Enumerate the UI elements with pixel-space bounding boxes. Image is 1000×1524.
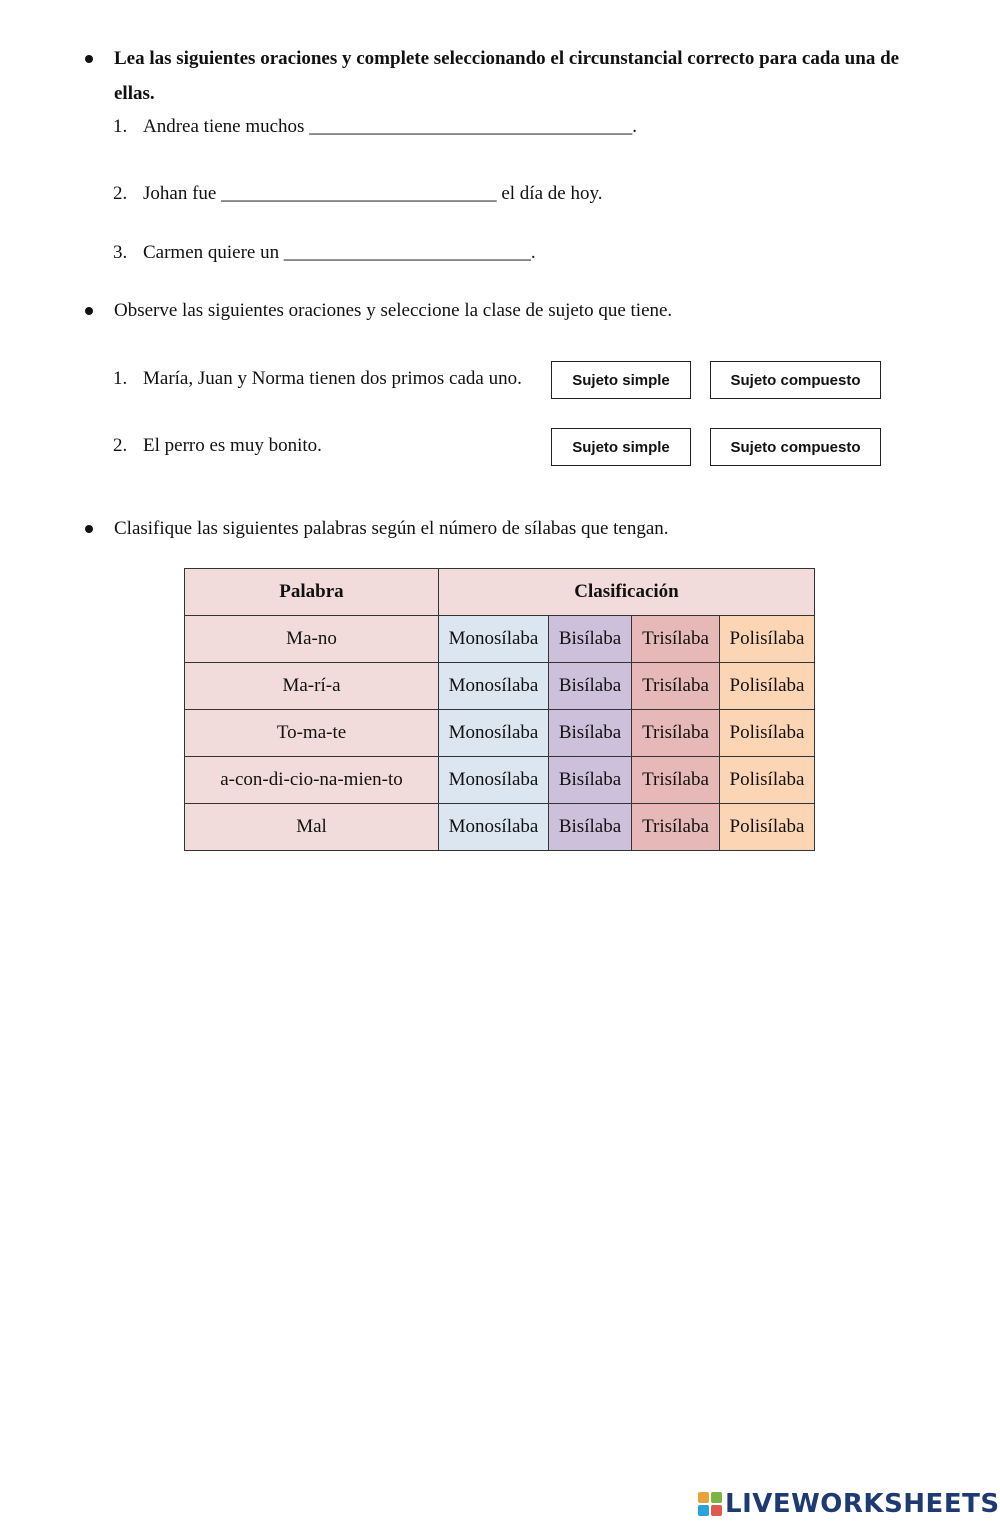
monosilaba-option[interactable]: Monosílaba [439, 757, 549, 804]
bullet-icon [85, 525, 93, 533]
bisilaba-option[interactable]: Bisílaba [549, 757, 632, 804]
polisilaba-option[interactable]: Polisílaba [720, 663, 815, 710]
trisilaba-option[interactable]: Trisílaba [632, 804, 720, 851]
bisilaba-option[interactable]: Bisílaba [549, 710, 632, 757]
trisilaba-option[interactable]: Trisílaba [632, 616, 720, 663]
section1-instruction: Lea las siguientes oraciones y complete seleccionando el circunstancial correcto para cada una de [114, 48, 900, 69]
word-cell: a-con-di-cio-na-mien-to [185, 757, 439, 804]
polisilaba-option[interactable]: Polisílaba [720, 804, 815, 851]
logo-text: LIVEWORKSHEETS [725, 1489, 1000, 1519]
section1-instruction-cont: ellas. [114, 83, 155, 104]
subject-sentence: El perro es muy bonito. [143, 435, 322, 456]
table-row [185, 804, 815, 851]
table-row [185, 663, 815, 710]
polisilaba-option[interactable]: Polisílaba [720, 616, 815, 663]
header-palabra: Palabra [185, 569, 439, 616]
item-number: 2. [113, 183, 128, 204]
table-row [185, 616, 815, 663]
item-number: 3. [113, 242, 128, 263]
logo-square [711, 1505, 722, 1516]
fill-blank-sentence[interactable]: Johan fue _____________________________ el día de hoy. [143, 183, 603, 204]
fill-blank-sentence[interactable]: Carmen quiere un __________________________. [143, 242, 536, 263]
item-number: 1. [113, 368, 128, 389]
section3-instruction: Clasifique las siguientes palabras según el número de sílabas que tengan. [114, 518, 669, 539]
liveworksheets-logo [698, 1488, 1000, 1520]
trisilaba-option[interactable]: Trisílaba [632, 663, 720, 710]
word-cell: To-ma-te [185, 710, 439, 757]
sujeto-simple-button[interactable]: Sujeto simple [551, 428, 691, 466]
section2-instruction: Observe las siguientes oraciones y seleccione la clase de sujeto que tiene. [114, 300, 673, 321]
monosilaba-option[interactable]: Monosílaba [439, 663, 549, 710]
word-cell: Ma-no [185, 616, 439, 663]
polisilaba-option[interactable]: Polisílaba [720, 757, 815, 804]
item-number: 2. [113, 435, 128, 456]
monosilaba-option[interactable]: Monosílaba [439, 616, 549, 663]
trisilaba-option[interactable]: Trisílaba [632, 710, 720, 757]
sujeto-simple-button[interactable]: Sujeto simple [551, 361, 691, 399]
logo-square [711, 1492, 722, 1503]
header-clasificacion: Clasificación [439, 569, 815, 616]
item-number: 1. [113, 116, 128, 137]
bisilaba-option[interactable]: Bisílaba [549, 663, 632, 710]
polisilaba-option[interactable]: Polisílaba [720, 710, 815, 757]
table-header-row [185, 569, 815, 616]
bullet-icon [85, 307, 93, 315]
bullet-icon [85, 55, 93, 63]
fill-blank-sentence[interactable]: Andrea tiene muchos __________________________________. [143, 116, 637, 137]
sujeto-compuesto-button[interactable]: Sujeto compuesto [710, 428, 881, 466]
syllable-table [184, 568, 815, 851]
bisilaba-option[interactable]: Bisílaba [549, 616, 632, 663]
logo-mark-icon [698, 1492, 722, 1516]
table-row [185, 710, 815, 757]
logo-square [698, 1492, 709, 1503]
monosilaba-option[interactable]: Monosílaba [439, 710, 549, 757]
sujeto-compuesto-button[interactable]: Sujeto compuesto [710, 361, 881, 399]
bisilaba-option[interactable]: Bisílaba [549, 804, 632, 851]
monosilaba-option[interactable]: Monosílaba [439, 804, 549, 851]
logo-square [698, 1505, 709, 1516]
word-cell: Ma-rí-a [185, 663, 439, 710]
table-row [185, 757, 815, 804]
word-cell: Mal [185, 804, 439, 851]
trisilaba-option[interactable]: Trisílaba [632, 757, 720, 804]
subject-sentence: María, Juan y Norma tienen dos primos cada uno. [143, 368, 522, 389]
